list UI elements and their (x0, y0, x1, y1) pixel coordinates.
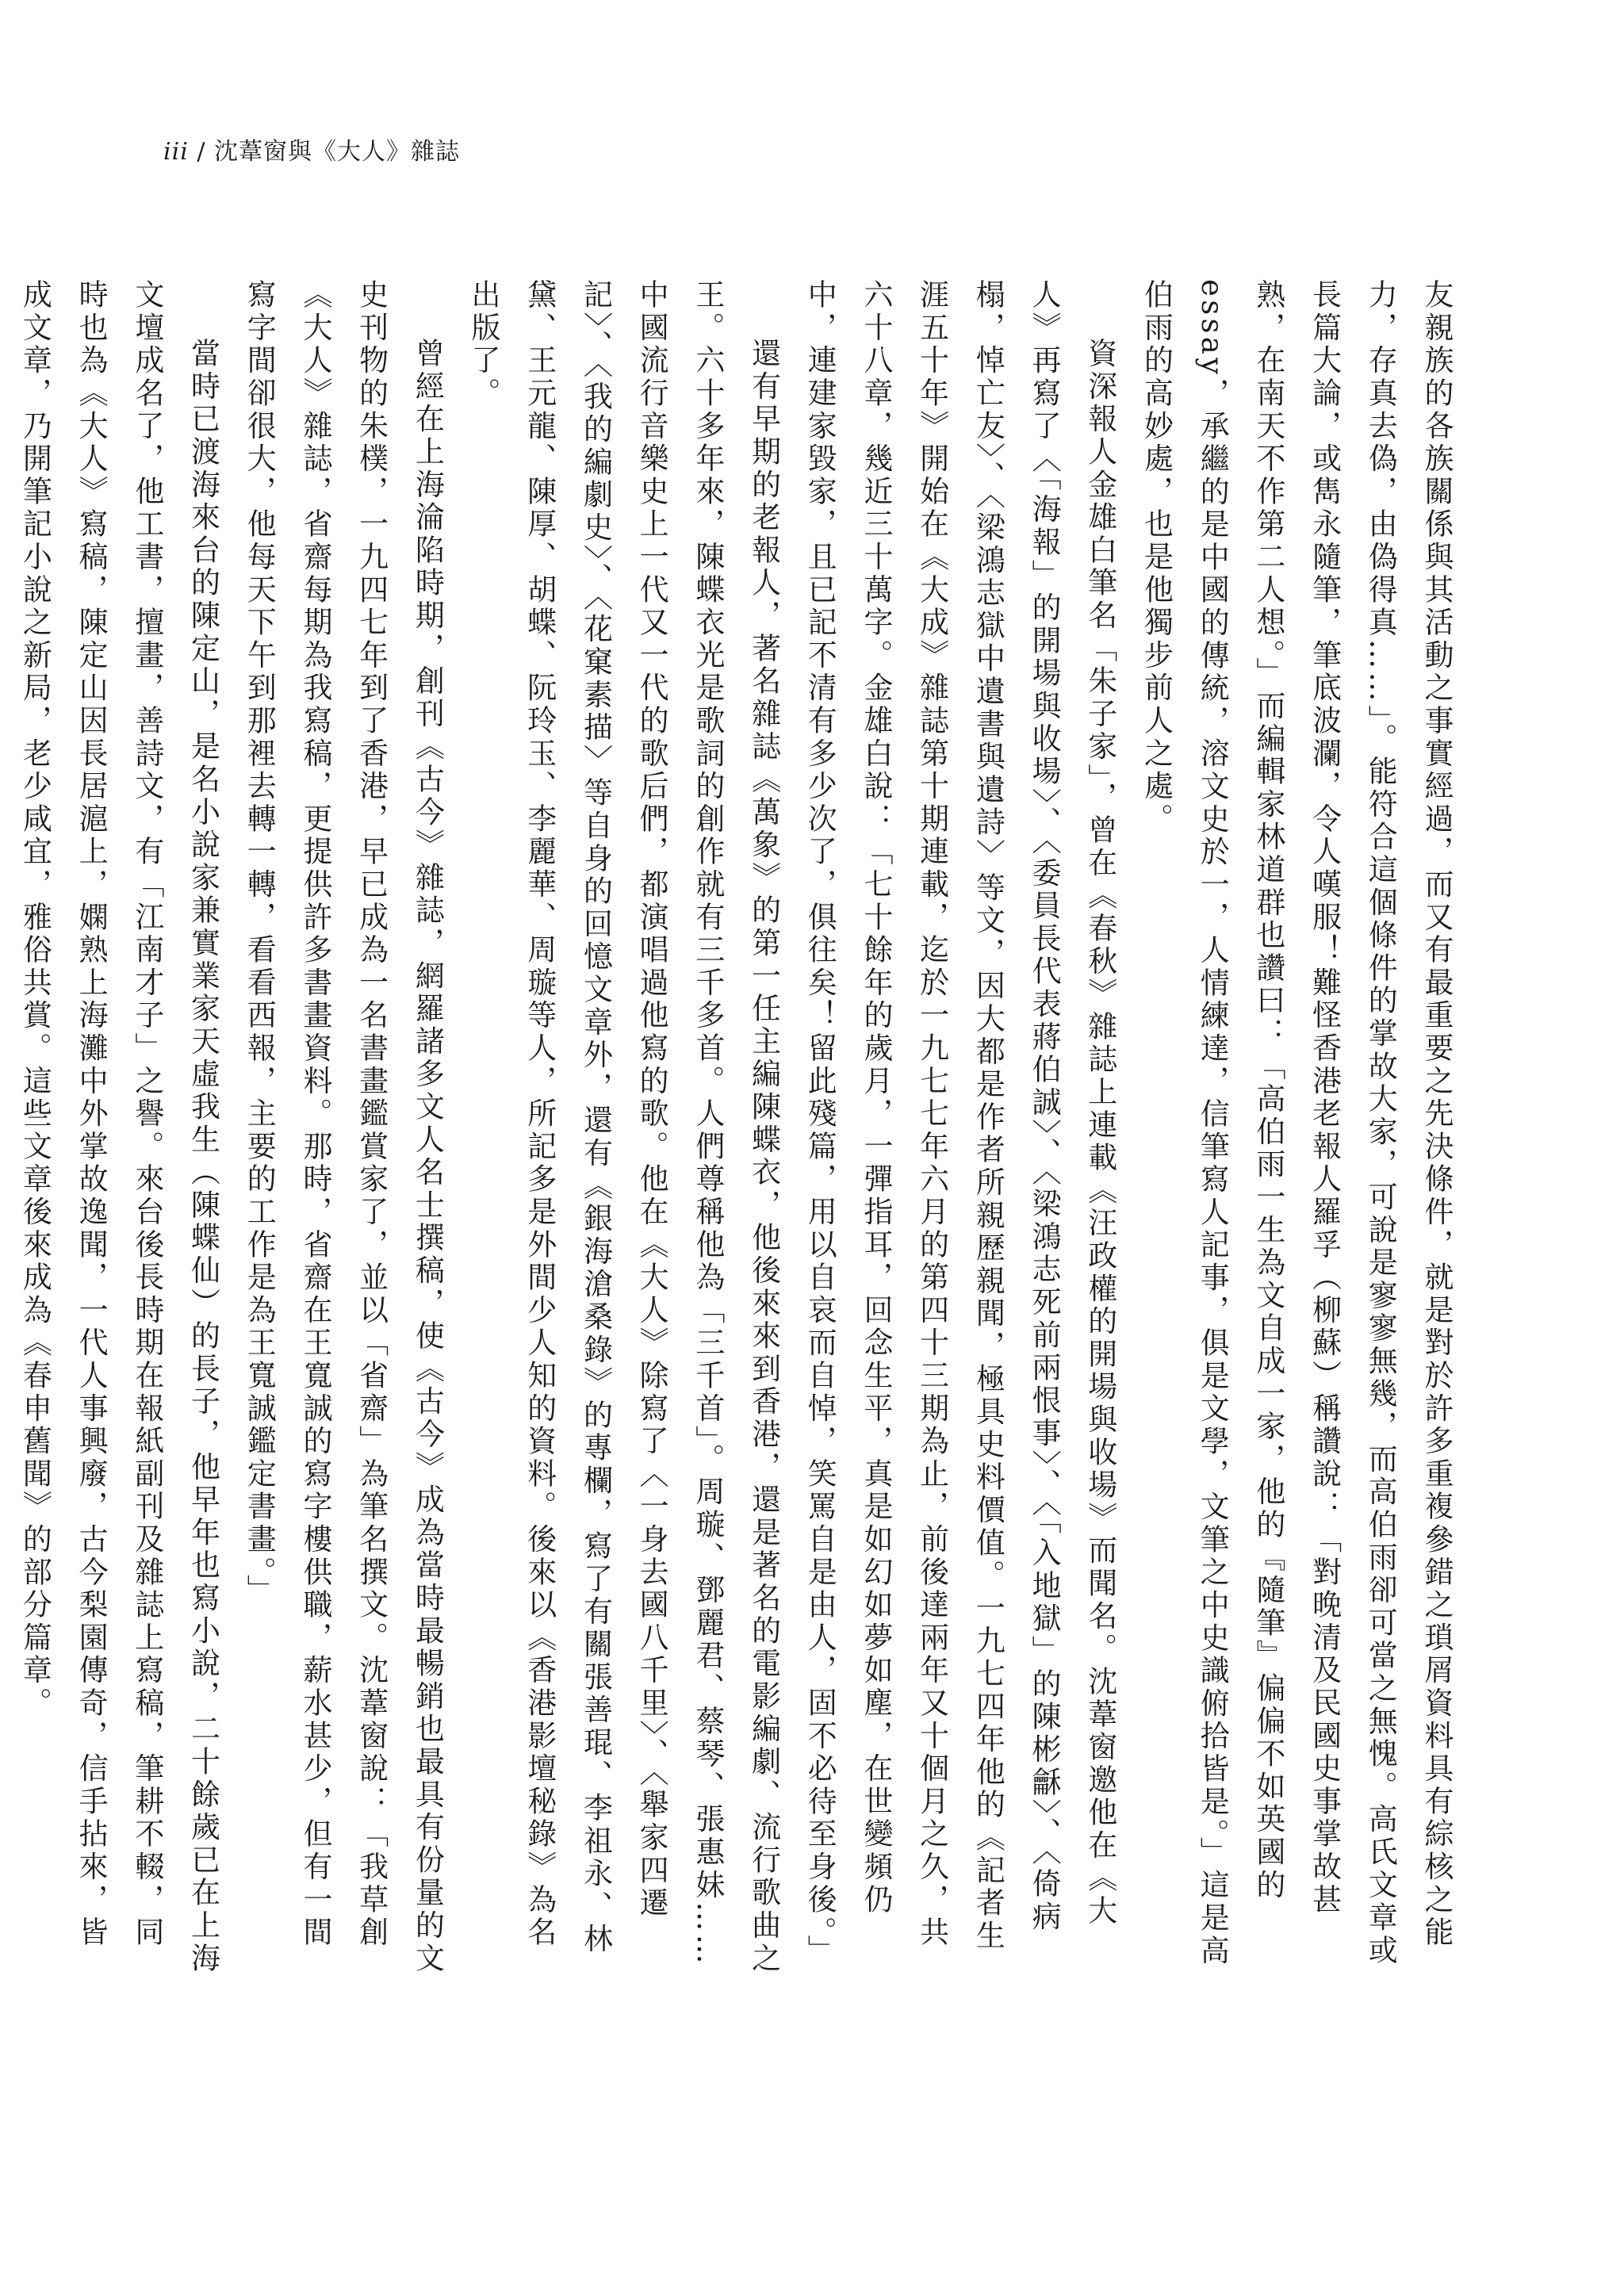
paragraph-3: 還有早期的老報人，著名雜誌《萬象》的第一任主編陳蝶衣，他後來來到香港，還是著名的電影編劇、流行歌曲之王。六十多年來，陳蝶衣光是歌詞的創作就有三千多首。人們尊稱他為「三千首」。周璇、鄧麗君、蔡琴、張惠妹……中國流行音樂史上一代又一代的歌后們，都演唱過他寫的歌。他在《大人》除寫了〈一身去國八千里〉、〈舉家四遷記〉、〈我的編劇史〉、〈花窠素描〉等自身的回憶文章外，還有《銀海滄桑錄》的專欄，寫了有關張善琨、李祖永、林黛、王元龍、陳厚、胡蝶、阮玲玉、李麗華、周璇等人，所記多是外間少人知的資料。後來以《香港影壇秘錄》為名出版了。 (466, 279, 781, 1975)
header-separator: / (188, 138, 214, 166)
paragraph-5: 當時已渡海來台的陳定山，是名小說家兼實業家天虛我生（陳蝶仙）的長子，他早年也寫小說，二十餘歲已在上海文壇成名了，他工書，擅畫，善詩文，有「江南才子」之譽。來台後長時期在報紙副刊及雜誌上寫稿，筆耕不輟，同時也為《大人》寫稿，陳定山因長居滬上，嫻熟上海灘中外掌故逸聞，一代人事興廢，古今梨園傳奇，信手拈來，皆成文章，乃開筆記小說之新局，老少咸宜，雅俗共賞。這些文章後來成為《春申舊聞》的部分篇章。 (17, 279, 220, 1975)
paragraph-2: 資深報人金雄白筆名「朱子家」，曾在《春秋》雜誌上連載《汪政權的開場與收場》而聞名。沈葦窗邀他在《大人》再寫了〈「海報」的開場與收場〉、〈委員長代表蔣伯誠〉、〈梁鴻志死前兩恨事〉、〈「入地獄」的陳彬龢〉、〈倚病榻，悼亡友〉、〈梁鴻志獄中遺書與遺詩〉等文，因大都是作者所親歷親聞，極具史料價值。一九七四年他的《記者生涯五十年》開始在《大成》雜誌第十期連載，迄於一九七七年六月的第四十三期為止，前後達兩年又十個月之久，共六十八章，幾近三十萬字。金雄白說：「七十餘年的歲月，一彈指耳，回念生平，真是如幻如夢如塵，在世變頻仍中，連建家毀家，且已記不清有多少次了，俱往矣！留此殘篇，用以自哀而自悼，笑罵自是由人，固不必待至身後。」 (802, 279, 1117, 1968)
book-title: 沈葦窗與《大人》雜誌 (213, 138, 460, 166)
body-text (17, 279, 1464, 1976)
paragraph-4: 曾經在上海淪陷時期，創刊《古今》雜誌，網羅諸多文人名士撰稿，使《古今》成為當時最暢銷也最具有份量的文史刊物的朱樸，一九四七年到了香港，早已成為一名書畫鑑賞家了，並以「省齋」為筆名撰文。沈葦窗說：「我草創《大人》雜誌，省齋每期為我寫稿，更提供許多書畫資料。那時，省齋在王寬誠的寫字樓供職，薪水甚少，但有一間寫字間卻很大，他每天下午到那裡去轉一轉，看看西報，主要的工作是為王寬誠鑑定書畫。」 (242, 279, 445, 1975)
running-header (163, 136, 460, 168)
page-number: iii (163, 138, 189, 166)
paragraph-1: 友親族的各族關係與其活動之事實經過，而又有最重要之先決條件，就是對於許多重複參錯之瑣屑資料具有綜核之能力，存真去偽，由偽得真……」。能符合這個條件的掌故大家，可說是寥寥無幾，而高伯雨卻可當之無愧。高氏文章或長篇大論，或雋永隨筆，筆底波瀾，令人嘆服！難怪香港老報人羅孚（柳蘇）稱讚說：「對晚清及民國史事掌故甚熟，在南天不作第二人想。」而編輯家林道群也讚曰：「高伯雨一生為文自成一家，他的『隨筆』偏偏不如英國的essay，承繼的是中國的傳統，溶文史於一，人情練達，信筆寫人記事，俱是文學，文筆之中史識俯拾皆是。」這是高伯雨的高妙處，也是他獨步前人之處。 (1139, 279, 1454, 1968)
